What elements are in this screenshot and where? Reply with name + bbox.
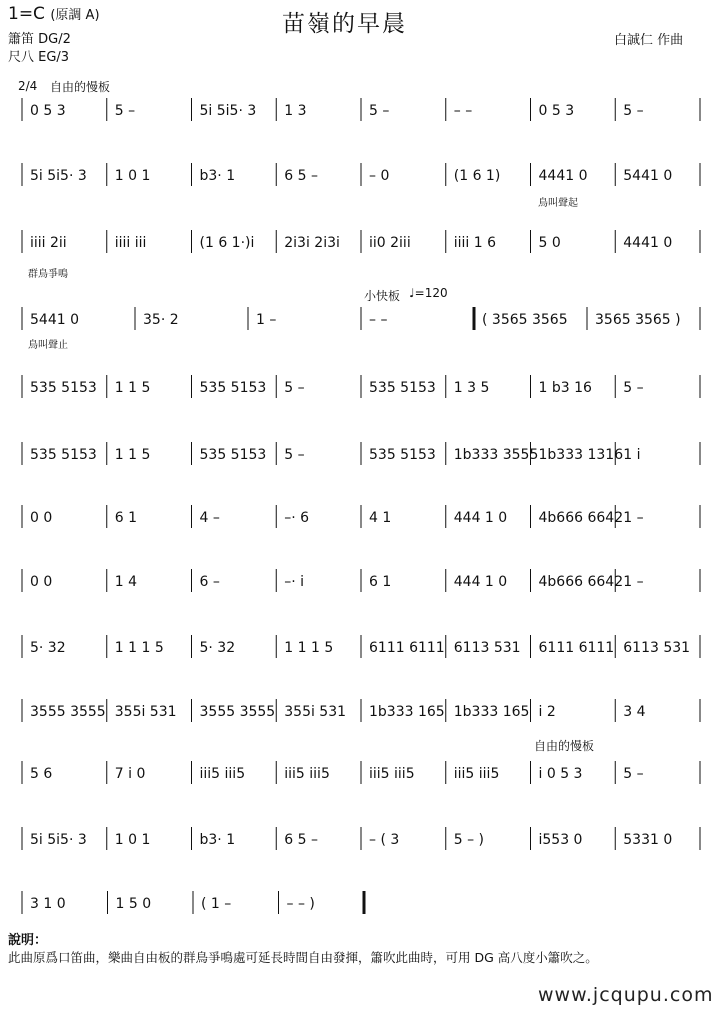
measure: 5i 5i5· 3 (199, 103, 257, 119)
measure: ( 1 – (201, 896, 232, 912)
measure: 4b666 6642 (538, 574, 624, 590)
measure: 5 0 (538, 235, 561, 251)
measure: 1 – (623, 510, 644, 526)
measure: b3· 1 (199, 832, 236, 848)
measure: iii5 iii5 (453, 766, 500, 782)
time-signature: 2/4 (18, 79, 38, 93)
measure: 6 1 (114, 510, 138, 526)
measure: iii5 iii5 (199, 766, 246, 782)
measure: iii5 iii5 (284, 766, 330, 782)
measure: ( 3565 3565 (482, 312, 568, 328)
measure: iiii iii (114, 235, 147, 251)
measure: 6 – (199, 574, 220, 590)
measure: – – (369, 312, 388, 328)
measure: iiii 1 6 (453, 235, 497, 251)
measure: – ( 3 (369, 832, 400, 848)
website-watermark: www.jcqupu.com (538, 984, 714, 1006)
measure: 1 4 (114, 574, 138, 590)
measure: 6113 531 (623, 640, 691, 656)
measure: 0 0 (30, 510, 53, 526)
measure: (1 6 1) (453, 168, 501, 184)
measure: 3555 3555 (199, 704, 276, 720)
measure: 535 5153 (369, 447, 436, 463)
measure: 1 – (256, 312, 277, 328)
measure: – – (453, 103, 473, 119)
measure: 1 0 1 (114, 832, 151, 848)
measure: 1 5 0 (115, 896, 152, 912)
measure: ii0 2iii (369, 235, 411, 251)
measure: 5441 0 (623, 168, 673, 184)
composer: 白誠仁 作曲 (614, 33, 684, 48)
page-title: 苗嶺的早晨 (282, 11, 407, 37)
instrument-line-2: 尺八 EG/3 (8, 50, 70, 65)
measure: 535 5153 (369, 380, 436, 396)
measure: 3 1 0 (30, 896, 66, 912)
measure: 1b333 3555 (453, 447, 539, 463)
measure: 5 – ) (453, 832, 485, 848)
measure: 1 0 1 (114, 168, 151, 184)
measure: 0 0 (30, 574, 53, 590)
measure: 5441 0 (30, 312, 79, 328)
measure: 444 1 0 (453, 574, 508, 590)
measure: 1 3 (284, 103, 307, 119)
instrument-line-1: 簫笛 DG/2 (8, 32, 71, 47)
measure: 5 – (623, 766, 644, 782)
measure: 355i 531 (284, 704, 347, 720)
measure: 6 1 (369, 574, 392, 590)
measure: i 0 5 3 (538, 766, 583, 782)
measure: 5 – (284, 380, 305, 396)
measure: 7 i 0 (114, 766, 146, 782)
measure: 6 5 – (284, 832, 318, 848)
tempo-marking-1: 自由的慢板 (50, 80, 111, 94)
measure: 1 3 5 (453, 380, 490, 396)
measure: 535 5153 (199, 380, 267, 396)
annotation-birds-contend: 群鳥爭鳴 (28, 269, 68, 280)
measure: 5 – (284, 447, 305, 463)
tempo-metronome: ♩=120 (409, 286, 448, 300)
measure: – – ) (286, 896, 315, 912)
measure: 535 5153 (30, 380, 97, 396)
measure: 5· 32 (199, 640, 236, 656)
measure: 4441 0 (538, 168, 588, 184)
measure: 6113 531 (453, 640, 521, 656)
measure: 2i3i 2i3i (284, 235, 340, 251)
measure: 1 1 5 (114, 447, 151, 463)
notes-body: 此曲原爲口笛曲，樂曲自由板的群鳥爭鳴處可延長時間自由發揮，簫吹此曲時，可用 DG 高八度小簫吹之。 (8, 950, 598, 965)
measure: iii5 iii5 (369, 766, 415, 782)
measure: 1b333 165 (369, 704, 445, 720)
measure: 5 6 (30, 766, 53, 782)
measure: 3555 3555 (30, 704, 106, 720)
measure: 1 1 5 (114, 380, 151, 396)
measure: 1b333 1316 (538, 447, 624, 463)
measure: 355i 531 (114, 704, 177, 720)
measure: –· i (284, 574, 305, 590)
measure: 4441 0 (623, 235, 673, 251)
notes-heading: 說明： (8, 933, 48, 948)
measure: 5 – (369, 103, 390, 119)
key-signature: 1=C (原調 A) (8, 4, 100, 24)
annotation-bird-start: 鳥叫聲起 (538, 198, 578, 209)
measure: 5331 0 (623, 832, 673, 848)
measure: 3565 3565 ) (595, 312, 681, 328)
measure: 6 5 – (284, 168, 318, 184)
measure: 444 1 0 (453, 510, 508, 526)
measure: b3· 1 (199, 168, 236, 184)
measure: iiii 2ii (30, 235, 67, 251)
measure: 1 b3 16 (538, 380, 592, 396)
measure: 0 5 3 (30, 103, 66, 119)
measure: 3 4 (623, 704, 646, 720)
measure: 4 1 (369, 510, 392, 526)
measure: 1 1 1 5 (114, 640, 164, 656)
measure: 1b333 165 (453, 704, 530, 720)
measure: 535 5153 (199, 447, 267, 463)
measure: 1 i (623, 447, 641, 463)
tempo-marking-2: 小快板 (364, 289, 401, 303)
measure: 0 5 3 (538, 103, 575, 119)
annotation-bird-stop: 鳥叫聲止 (28, 340, 68, 351)
measure: 535 5153 (30, 447, 97, 463)
measure: i553 0 (538, 832, 583, 848)
measure: i 2 (538, 704, 556, 720)
measure: 5 – (114, 103, 136, 119)
measure: – 0 (369, 168, 390, 184)
measure: 4b666 6642 (538, 510, 624, 526)
measure: 6111 6111 (369, 640, 445, 656)
measure: 5i 5i5· 3 (30, 168, 87, 184)
measure: 5i 5i5· 3 (30, 832, 87, 848)
tempo-marking-3: 自由的慢板 (534, 739, 595, 753)
measure: 5 – (623, 380, 644, 396)
measure: (1 6 1·)i (199, 235, 255, 251)
measure: 5· 32 (30, 640, 66, 656)
measure: 4 – (199, 510, 220, 526)
measure: 5 – (623, 103, 644, 119)
measure: 6111 6111 (538, 640, 615, 656)
measure: 35· 2 (143, 312, 179, 328)
measure: 1 1 1 5 (284, 640, 334, 656)
measure: 1 – (623, 574, 644, 590)
measure: –· 6 (284, 510, 310, 526)
